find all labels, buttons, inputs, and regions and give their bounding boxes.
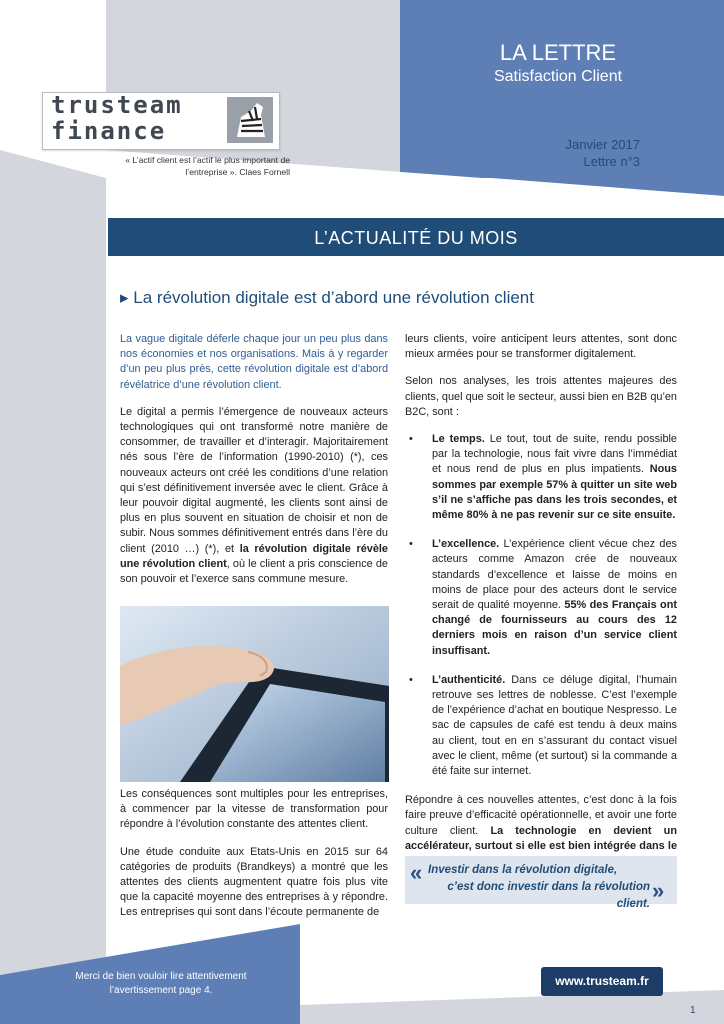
expectations-list	[405, 432, 677, 779]
left-column-top	[120, 332, 388, 599]
section-title: L’ACTUALITÉ DU MOIS	[314, 228, 518, 248]
bullet-icon: •	[409, 673, 413, 686]
list-item: • Le temps. Le tout, tout de suite, rendu possible par la technologie, nous fait vivre dans l’immédiat et nous rend de plus en plus impatients. Nous sommes par exemple 57% à quitter un site web s’il ne s’affiche pas dans les trois secondes, et même 80% à ne pas revenir sur ce site ensuite.	[409, 433, 677, 522]
list-item: • L’excellence. L’expérience client vécue chez des acteurs comme Amazon crée de nouveaux standards d’excellence et laisse de moins en moins de place pour des acteurs dont le service serait de qualité moyenne. 55% des Français ont changé de fournisseurs au cours des 12 derniers mois en raison d’un service client insuffisant.	[409, 538, 677, 657]
issue-info	[530, 136, 640, 170]
headline-text: La révolution digitale est d’abord une révolution client	[133, 288, 534, 307]
pull-quote-line-1: Investir dans la révolution digitale,	[428, 864, 618, 876]
article-lead: La vague digitale déferle chaque jour un peu plus dans nos économies et nos organisations. Mais à y regarder d’un peu plus près, cette révolution digitale est d’abord révélatrice d’une révolution client.	[120, 333, 388, 391]
page-number: 1	[690, 1005, 696, 1016]
article-paragraph-r3: Répondre à ces nouvelles attentes, c’est donc à la fois faire preuve d’efficacité opérationnelle, et avoir une forte culture client. La technologie en devient un accélérateur, surtout si elle est bien intégrée dans le	[405, 794, 677, 852]
article-headline	[120, 288, 534, 308]
website-link[interactable]: www.trusteam.fr	[555, 974, 649, 988]
zebra-icon	[227, 97, 273, 143]
quote-close-icon: »	[652, 878, 665, 903]
newsletter-subtitle: Satisfaction Client	[493, 68, 623, 85]
bullet-icon: •	[409, 538, 413, 551]
left-column-bottom	[120, 787, 388, 933]
article-paragraph-r1: leurs clients, voire anticipent leurs attentes, sont donc mieux armées pour se transformer digitalement.	[405, 333, 677, 361]
article-paragraph-r2: Selon nos analyses, les trois attentes majeures des clients, quel que soit le secteur, aussi bien en B2B qu’en B2C, sont :	[405, 375, 677, 418]
logo-line-1: trusteam	[51, 91, 183, 119]
footer-disclaimer-note: Merci de bien vouloir lire attentivement l’avertissement page 4.	[75, 971, 247, 996]
logo-wordmark	[51, 92, 183, 144]
issue-date: Janvier 2017	[565, 137, 640, 152]
newsletter-title: LA LETTRE	[499, 40, 617, 65]
quote-open-icon: «	[410, 860, 423, 885]
issue-number: Lettre n°3	[583, 154, 640, 169]
bullet-icon: •	[409, 433, 413, 446]
left-gray-strip	[0, 150, 106, 1024]
article-paragraph-3: Une étude conduite aux Etats-Unis en 2015 sur 64 catégories de produits (Brandkeys) a montré que les attentes des clients augmentent quatre fois plus vite que la capacité moyenne des entreprises à y répondre. Les entreprises qui sont dans l’écoute permanente de	[120, 845, 388, 919]
pull-quote-text	[428, 862, 650, 913]
right-column	[405, 332, 677, 881]
logo-line-2: finance	[51, 117, 167, 145]
list-item: • L’authenticité. Dans ce déluge digital, l’humain retrouve ses lettres de noblesse. C’est l’exemple de l’expérience d’achat en boutique Nespresso. Le sac de capsules de café est tendu à deux mains au client, tout en en s’assurant du contact visuel avec le client, même (et surtout) si la commande a été faite sur internet.	[409, 673, 677, 778]
article-photo-tablet	[120, 606, 389, 782]
pull-quote-line-2: c’est donc investir dans la révolution client.	[447, 881, 650, 910]
article-paragraph-2: Les conséquences sont multiples pour les entreprises, à commencer par la vitesse de transformation pour répondre à l’évolution constante des attentes client.	[120, 788, 388, 831]
trusteam-finance-logo	[42, 92, 280, 150]
header-quote: « L’actif client est l’actif le plus important de l’entreprise ». Claes Fornell	[125, 155, 290, 177]
article-paragraph-1: Le digital a permis l’émergence de nouveaux acteurs technologiques qui ont transformé notre manière de consommer, de travailler et d’interagir. Majoritairement nés sous l’ère de l’information (1990-2010) (*), ces nouveaux acteurs ont créé les conditions d’une relation qui s’est définitivement inversée avec le client. Grâce à leur pouvoir digital augmenté, les clients sont ainsi de plus en plus souvent en situation de choisir et non de subir. Nous sommes définitivement entrés dans l’ère du client (2010 …) (*), et la révolution digitale révèle une révolution client, où le client a pris conscience de son pouvoir et l’exerce sans commune mesure.	[120, 405, 388, 586]
headline-arrow-icon: ▸	[120, 288, 129, 307]
